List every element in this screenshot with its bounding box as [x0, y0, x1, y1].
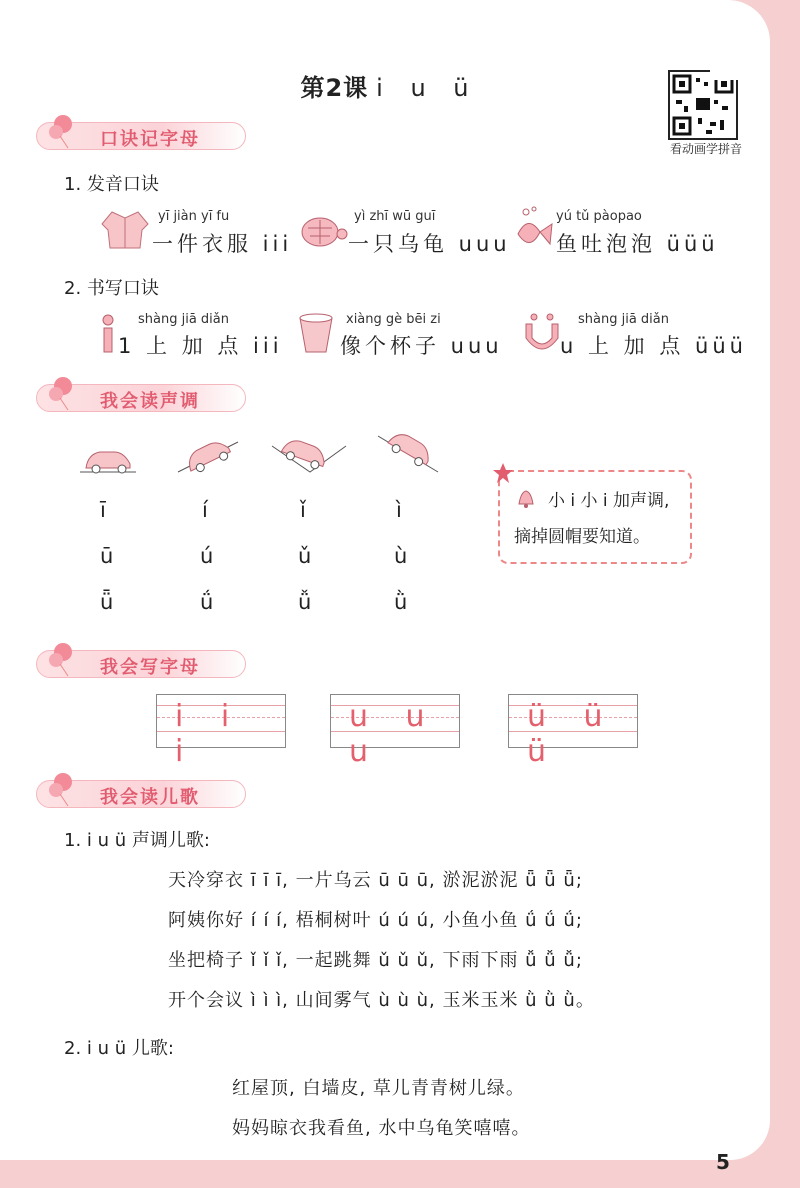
mnemonic-line: 像个杯子 uuu	[340, 334, 503, 358]
horseshoe-icon	[520, 312, 564, 356]
tone-i-3: ǐ	[300, 498, 306, 522]
tone-v-4: ǜ	[394, 590, 408, 614]
mnemonic-line: 1 上 加 点 iii	[118, 334, 283, 358]
lesson-title	[0, 68, 770, 103]
writing-grid-u[interactable]	[330, 694, 460, 769]
balloon-icon	[48, 372, 78, 412]
pinyin: yī jiàn yī fu	[158, 209, 230, 224]
mnemonic-line: 一件衣服 iii	[152, 232, 293, 256]
cup-icon	[296, 312, 336, 356]
song-line: 妈妈晾衣我看鱼, 水中乌龟笑嘻嘻。	[232, 1118, 531, 1139]
section-title: 口诀记字母	[100, 129, 200, 150]
pinyin: shàng jiā diǎn	[138, 312, 229, 327]
grid-chars: i i i	[175, 699, 244, 769]
car-flat-tone-icon	[78, 440, 138, 476]
lesson-number: 第2课	[300, 74, 369, 102]
tone-u-4: ù	[394, 544, 408, 568]
song-line: 阿姨你好 í í í, 梧桐树叶 ú ú ú, 小鱼小鱼 ǘ ǘ ǘ;	[168, 910, 583, 931]
writing-heading: 2. 书写口诀	[64, 278, 159, 299]
writing-grid-v[interactable]	[508, 694, 638, 769]
qr-code-icon[interactable]	[668, 70, 738, 140]
tone-v-2: ǘ	[200, 590, 214, 614]
star-icon	[492, 462, 514, 484]
song-line: 天冷穿衣 ī ī ī, 一片乌云 ū ū ū, 淤泥淤泥 ǖ ǖ ǖ;	[168, 870, 583, 891]
balloon-icon	[48, 110, 78, 150]
mnemonic-line: u 上 加 点 üüü	[560, 334, 747, 358]
section-header-writing	[0, 646, 300, 676]
song-heading-1: 1. i u ü 声调儿歌:	[64, 830, 210, 851]
qr-label: 看动画学拼音	[669, 142, 742, 156]
coat-icon	[100, 208, 150, 252]
tip-line-1: 小 i 小 i 加声调,	[548, 491, 670, 511]
balloon-icon	[48, 638, 78, 678]
car-falling-tone-icon	[376, 428, 440, 476]
pronounce-heading: 1. 发音口诀	[64, 174, 159, 195]
song-line: 坐把椅子 ǐ ǐ ǐ, 一起跳舞 ǔ ǔ ǔ, 下雨下雨 ǚ ǚ ǚ;	[168, 950, 583, 971]
turtle-icon	[298, 208, 348, 252]
section-header-tones	[0, 380, 300, 410]
section-title: 我会写字母	[100, 657, 200, 678]
lesson-letters: i u ü	[376, 74, 470, 102]
fish-icon	[510, 206, 556, 254]
tone-u-3: ǔ	[298, 544, 312, 568]
pinyin: shàng jiā diǎn	[578, 312, 669, 327]
song-line: 开个会议 ì ì ì, 山间雾气 ù ù ù, 玉米玉米 ǜ ǜ ǜ。	[168, 990, 595, 1011]
mnemonic-line: 一只乌龟 uuu	[348, 232, 511, 256]
pinyin: xiàng gè bēi zi	[346, 312, 441, 327]
grid-chars: u u u	[349, 699, 439, 769]
tone-v-1: ǖ	[100, 590, 114, 614]
song-heading-2: 2. i u ü 儿歌:	[64, 1038, 174, 1059]
section-header-mnemonic	[0, 118, 300, 148]
tone-i-1: ī	[100, 498, 106, 522]
section-title: 我会读声调	[100, 391, 200, 412]
tone-i-4: ì	[396, 498, 402, 522]
section-header-songs	[0, 776, 300, 806]
tone-u-2: ú	[200, 544, 214, 568]
car-dipping-tone-icon	[270, 432, 348, 476]
grid-chars: ü ü ü	[527, 699, 617, 769]
pinyin: yì zhī wū guī	[354, 209, 436, 224]
tip-box	[498, 470, 692, 564]
tone-i-2: í	[202, 498, 208, 522]
balloon-icon	[48, 768, 78, 808]
car-rising-tone-icon	[176, 432, 240, 476]
tip-line-2: 摘掉圆帽要知道。	[514, 527, 650, 547]
section-title: 我会读儿歌	[100, 787, 200, 808]
pinyin: yú tǔ pàopao	[556, 209, 642, 224]
song-line: 红屋顶, 白墙皮, 草儿青青树儿绿。	[232, 1078, 525, 1099]
bell-icon	[514, 486, 538, 510]
mnemonic-line: 鱼吐泡泡 üüü	[556, 232, 719, 256]
tone-u-1: ū	[100, 544, 114, 568]
page-number: 5	[716, 1150, 730, 1174]
writing-grid-i[interactable]	[156, 694, 286, 769]
tone-v-3: ǚ	[298, 590, 312, 614]
